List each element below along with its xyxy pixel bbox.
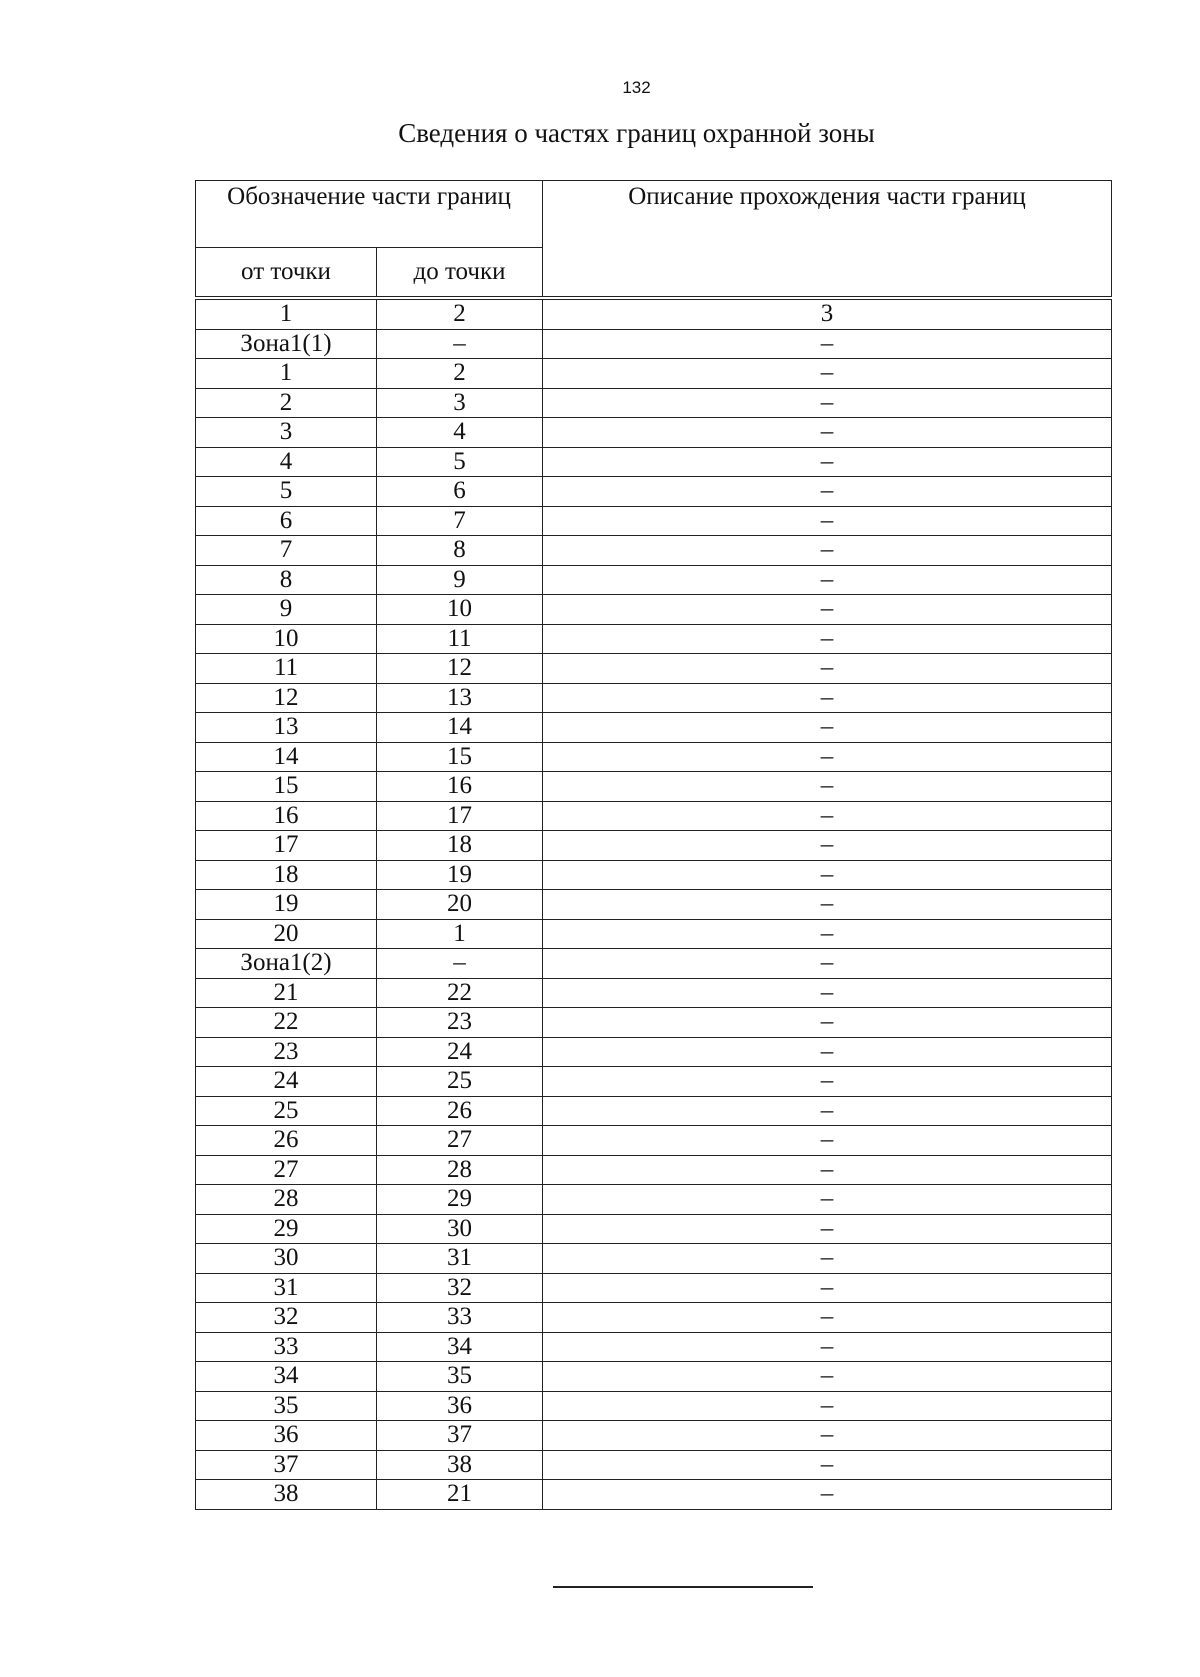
description-cell: – <box>543 801 1112 831</box>
from-point-cell: 18 <box>196 860 377 890</box>
description-cell: – <box>543 831 1112 861</box>
table-row <box>196 742 1112 772</box>
table-row <box>196 801 1112 831</box>
from-point-cell: 11 <box>196 654 377 684</box>
from-point-cell: Зона1(1) <box>196 329 377 359</box>
table-row <box>196 1037 1112 1067</box>
to-point-cell: 26 <box>377 1096 543 1126</box>
to-point-cell: 16 <box>377 772 543 802</box>
to-point-cell: 23 <box>377 1008 543 1038</box>
description-cell: – <box>543 1244 1112 1274</box>
from-point-cell: 26 <box>196 1126 377 1156</box>
description-cell: – <box>543 1008 1112 1038</box>
to-point-cell: 5 <box>377 447 543 477</box>
description-cell: – <box>543 1067 1112 1097</box>
table-row <box>196 595 1112 625</box>
from-point-cell: 6 <box>196 506 377 536</box>
to-point-cell: 11 <box>377 624 543 654</box>
to-point-cell: 31 <box>377 1244 543 1274</box>
from-point-cell: 4 <box>196 447 377 477</box>
to-point-cell: 9 <box>377 565 543 595</box>
table-row <box>196 1008 1112 1038</box>
table-row <box>196 713 1112 743</box>
description-cell: – <box>543 1421 1112 1451</box>
table-row <box>196 860 1112 890</box>
from-point-header: от точки <box>196 248 377 297</box>
table-row <box>196 978 1112 1008</box>
from-point-cell: 12 <box>196 683 377 713</box>
to-point-cell: 7 <box>377 506 543 536</box>
from-point-cell: 10 <box>196 624 377 654</box>
from-point-cell: 25 <box>196 1096 377 1126</box>
to-point-cell: 6 <box>377 477 543 507</box>
to-point-header: до точки <box>377 248 543 297</box>
from-point-cell: 1 <box>196 359 377 389</box>
from-point-cell: 28 <box>196 1185 377 1215</box>
boundary-parts-table <box>195 299 1112 1510</box>
from-point-cell: Зона1(2) <box>196 949 377 979</box>
description-cell: – <box>543 1303 1112 1333</box>
column-number-row <box>196 300 1112 330</box>
from-point-cell: 36 <box>196 1421 377 1451</box>
from-point-cell: 19 <box>196 890 377 920</box>
from-point-cell: 8 <box>196 565 377 595</box>
from-point-cell: 27 <box>196 1155 377 1185</box>
from-point-cell: 32 <box>196 1303 377 1333</box>
from-point-cell: 33 <box>196 1332 377 1362</box>
description-cell: – <box>543 595 1112 625</box>
to-point-cell: 2 <box>377 359 543 389</box>
to-point-cell: 1 <box>377 919 543 949</box>
description-cell: – <box>543 1362 1112 1392</box>
description-cell: – <box>543 1214 1112 1244</box>
column-number-cell: 2 <box>377 300 543 330</box>
to-point-cell: 29 <box>377 1185 543 1215</box>
to-point-cell: 34 <box>377 1332 543 1362</box>
to-point-cell: 19 <box>377 860 543 890</box>
table-row <box>196 919 1112 949</box>
to-point-cell: 17 <box>377 801 543 831</box>
column-number-cell: 3 <box>543 300 1112 330</box>
table-row <box>196 359 1112 389</box>
table-row <box>196 1362 1112 1392</box>
table-row <box>196 1391 1112 1421</box>
description-cell: – <box>543 978 1112 1008</box>
from-point-cell: 29 <box>196 1214 377 1244</box>
from-point-cell: 9 <box>196 595 377 625</box>
from-point-cell: 5 <box>196 477 377 507</box>
description-cell: – <box>543 1450 1112 1480</box>
table-row <box>196 1480 1112 1510</box>
description-cell: – <box>543 565 1112 595</box>
from-point-cell: 7 <box>196 536 377 566</box>
from-point-cell: 15 <box>196 772 377 802</box>
description-header: Описание прохождения части границ <box>543 181 1112 297</box>
to-point-cell: 27 <box>377 1126 543 1156</box>
from-point-cell: 16 <box>196 801 377 831</box>
table-row <box>196 447 1112 477</box>
table-row <box>196 329 1112 359</box>
from-point-cell: 35 <box>196 1391 377 1421</box>
description-cell: – <box>543 919 1112 949</box>
to-point-cell: 25 <box>377 1067 543 1097</box>
from-point-cell: 24 <box>196 1067 377 1097</box>
table-row <box>196 1332 1112 1362</box>
description-cell: – <box>543 713 1112 743</box>
to-point-cell: 24 <box>377 1037 543 1067</box>
from-point-cell: 21 <box>196 978 377 1008</box>
to-point-cell: 14 <box>377 713 543 743</box>
column-number-cell: 1 <box>196 300 377 330</box>
from-point-cell: 2 <box>196 388 377 418</box>
description-cell: – <box>543 1185 1112 1215</box>
table-row <box>196 1303 1112 1333</box>
table-row <box>196 565 1112 595</box>
from-point-cell: 31 <box>196 1273 377 1303</box>
table-row <box>196 831 1112 861</box>
description-cell: – <box>543 447 1112 477</box>
to-point-cell: 33 <box>377 1303 543 1333</box>
to-point-cell: – <box>377 949 543 979</box>
description-cell: – <box>543 388 1112 418</box>
table-row <box>196 772 1112 802</box>
to-point-cell: 32 <box>377 1273 543 1303</box>
table-row <box>196 1096 1112 1126</box>
from-point-cell: 17 <box>196 831 377 861</box>
table-row <box>196 890 1112 920</box>
table-row <box>196 683 1112 713</box>
to-point-cell: 37 <box>377 1421 543 1451</box>
table-row <box>196 1126 1112 1156</box>
description-cell: – <box>543 1391 1112 1421</box>
description-cell: – <box>543 536 1112 566</box>
description-cell: – <box>543 890 1112 920</box>
from-point-cell: 14 <box>196 742 377 772</box>
from-point-cell: 30 <box>196 1244 377 1274</box>
to-point-cell: 8 <box>377 536 543 566</box>
description-cell: – <box>543 683 1112 713</box>
to-point-cell: 3 <box>377 388 543 418</box>
table-row <box>196 1421 1112 1451</box>
table-row <box>196 506 1112 536</box>
table-row <box>196 1273 1112 1303</box>
description-cell: – <box>543 624 1112 654</box>
from-point-cell: 38 <box>196 1480 377 1510</box>
description-cell: – <box>543 1480 1112 1510</box>
from-point-cell: 22 <box>196 1008 377 1038</box>
designation-header: Обозначение части границ <box>196 181 543 248</box>
table-row <box>196 477 1112 507</box>
to-point-cell: 18 <box>377 831 543 861</box>
to-point-cell: 30 <box>377 1214 543 1244</box>
to-point-cell: 22 <box>377 978 543 1008</box>
to-point-cell: 28 <box>377 1155 543 1185</box>
description-cell: – <box>543 418 1112 448</box>
to-point-cell: 36 <box>377 1391 543 1421</box>
table-row <box>196 654 1112 684</box>
table-row <box>196 1450 1112 1480</box>
from-point-cell: 13 <box>196 713 377 743</box>
description-cell: – <box>543 654 1112 684</box>
description-cell: – <box>543 1037 1112 1067</box>
from-point-cell: 34 <box>196 1362 377 1392</box>
description-cell: – <box>543 1332 1112 1362</box>
table-row <box>196 1155 1112 1185</box>
to-point-cell: 15 <box>377 742 543 772</box>
to-point-cell: 10 <box>377 595 543 625</box>
to-point-cell: 35 <box>377 1362 543 1392</box>
table-row <box>196 418 1112 448</box>
table-row <box>196 1067 1112 1097</box>
to-point-cell: – <box>377 329 543 359</box>
from-point-cell: 3 <box>196 418 377 448</box>
boundary-header-table <box>195 180 1112 297</box>
description-cell: – <box>543 860 1112 890</box>
from-point-cell: 23 <box>196 1037 377 1067</box>
document-title: Сведения о частях границ охранной зоны <box>398 118 875 148</box>
table-body <box>196 300 1112 1510</box>
description-cell: – <box>543 359 1112 389</box>
to-point-cell: 21 <box>377 1480 543 1510</box>
table-row <box>196 949 1112 979</box>
description-cell: – <box>543 772 1112 802</box>
to-point-cell: 13 <box>377 683 543 713</box>
description-cell: – <box>543 742 1112 772</box>
description-cell: – <box>543 506 1112 536</box>
from-point-cell: 20 <box>196 919 377 949</box>
description-cell: – <box>543 1155 1112 1185</box>
table-row <box>196 1244 1112 1274</box>
from-point-cell: 37 <box>196 1450 377 1480</box>
table-row <box>196 1214 1112 1244</box>
description-cell: – <box>543 1126 1112 1156</box>
table-row <box>196 536 1112 566</box>
description-cell: – <box>543 477 1112 507</box>
description-cell: – <box>543 1096 1112 1126</box>
footer-rule <box>553 1586 813 1588</box>
table-row <box>196 388 1112 418</box>
description-cell: – <box>543 949 1112 979</box>
to-point-cell: 4 <box>377 418 543 448</box>
to-point-cell: 20 <box>377 890 543 920</box>
to-point-cell: 12 <box>377 654 543 684</box>
description-cell: – <box>543 1273 1112 1303</box>
table-row <box>196 1185 1112 1215</box>
page-number: 132 <box>622 78 651 97</box>
table-row <box>196 624 1112 654</box>
to-point-cell: 38 <box>377 1450 543 1480</box>
description-cell: – <box>543 329 1112 359</box>
